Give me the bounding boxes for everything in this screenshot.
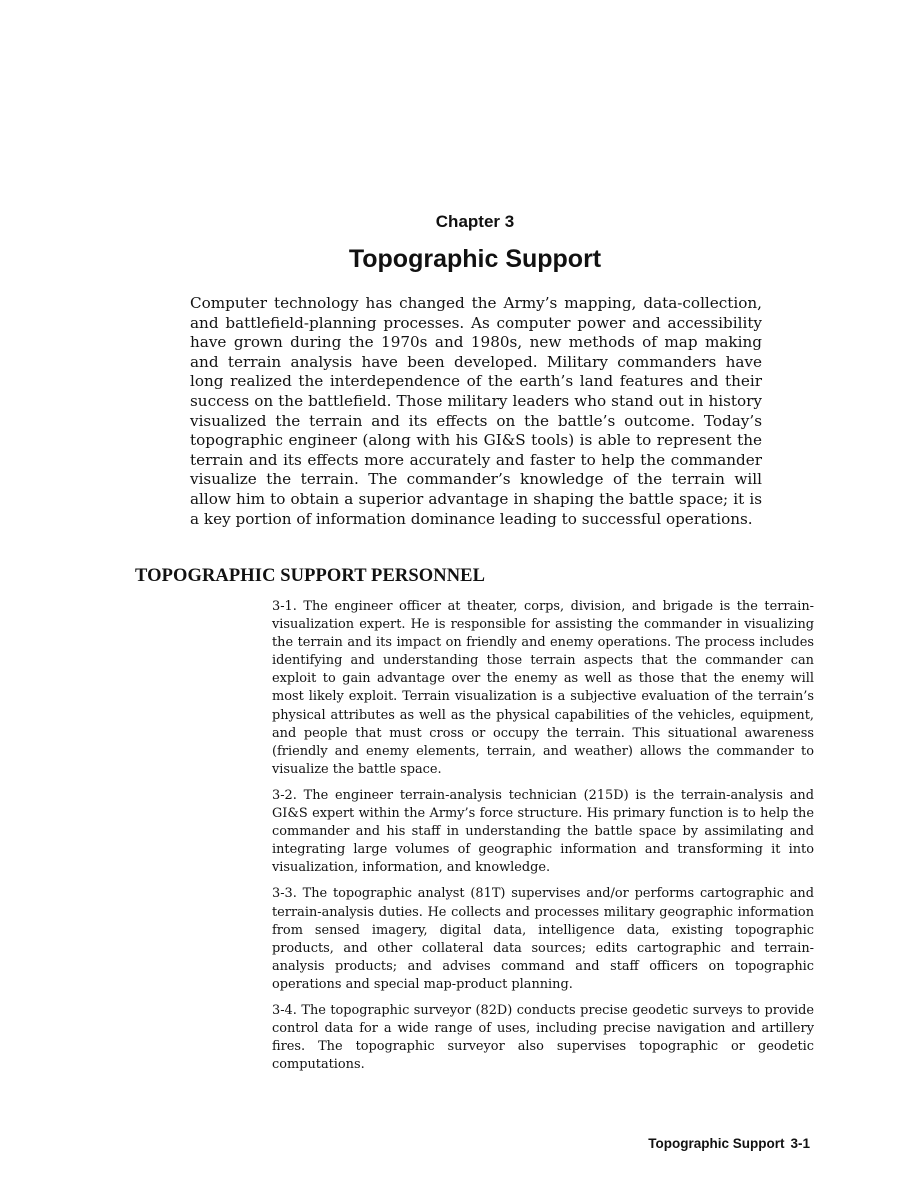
page-footer [648,1136,810,1151]
page-number: 3-1 [790,1136,810,1151]
paragraph-3-3: 3-3. The topographic analyst (81T) supervises and/or performs cartographic and terrain-analysis duties. He collects and processes military geographic information from sensed imagery, digital data, intelligence data, existing topographic products, and other collateral data sources; edits cartographic and terrain-analysis products; and advises command and staff officers on topographic operations and special map-product planning. [272,886,814,992]
chapter-label: Chapter 3 [435,212,515,231]
intro-paragraph: Computer technology has changed the Army’s mapping, data-collection, and battlefield-planning processes. As computer power and accessibility have grown during the 1970s and 1980s, new methods of map making and terrain analysis have been developed. Military commanders have long realized the interdependence of the earth’s land features and their success on the battlefield. Those military leaders who stand out in history visualized the terrain and its effects on the battle’s outcome. Today’s topographic engineer (along with his GI&S tools) is able to represent the terrain and its effects more accurately and faster to help the commander visualize the terrain. The commander’s knowledge of the terrain will allow him to obtain a superior advantage in shaping the battle space; it is a key portion of information dominance leading to successful operations. [190,294,762,528]
paragraph-3-1: 3-1. The engineer officer at theater, corps, division, and brigade is the terrain-visualization expert. He is responsible for assisting the commander in visualizing the terrain and its impact on friendly and enemy operations. The process includes identifying and understanding those terrain aspects that the commander can exploit to gain advantage over the enemy as well as those that the enemy will most likely exploit. Terrain visualization is a subjective evaluation of the terrain’s physical attributes as well as the physical capabilities of the vehicles, equipment, and people that must cross or occupy the terrain. This situational awareness (friendly and enemy elements, terrain, and weather) allows the commander to visualize the battle space. [272,599,814,777]
footer-title: Topographic Support [648,1136,785,1151]
section-heading: TOPOGRAPHIC SUPPORT PERSONNEL [135,566,486,586]
chapter-title: Topographic Support [348,245,602,273]
section-body [272,598,814,1082]
paragraph-3-4: 3-4. The topographic surveyor (82D) conducts precise geodetic surveys to provide control data for a wide range of uses, including precise navigation and artillery fires. The topographic surveyor also supervises topographic or geodetic computations. [272,1002,814,1073]
paragraph-3-2: 3-2. The engineer terrain-analysis technician (215D) is the terrain-analysis and GI&S expert within the Army’s force structure. His primary function is to help the commander and his staff in understanding the battle space by assimilating and integrating large volumes of geographic information and transforming it into visualization, information, and knowledge. [272,787,814,876]
